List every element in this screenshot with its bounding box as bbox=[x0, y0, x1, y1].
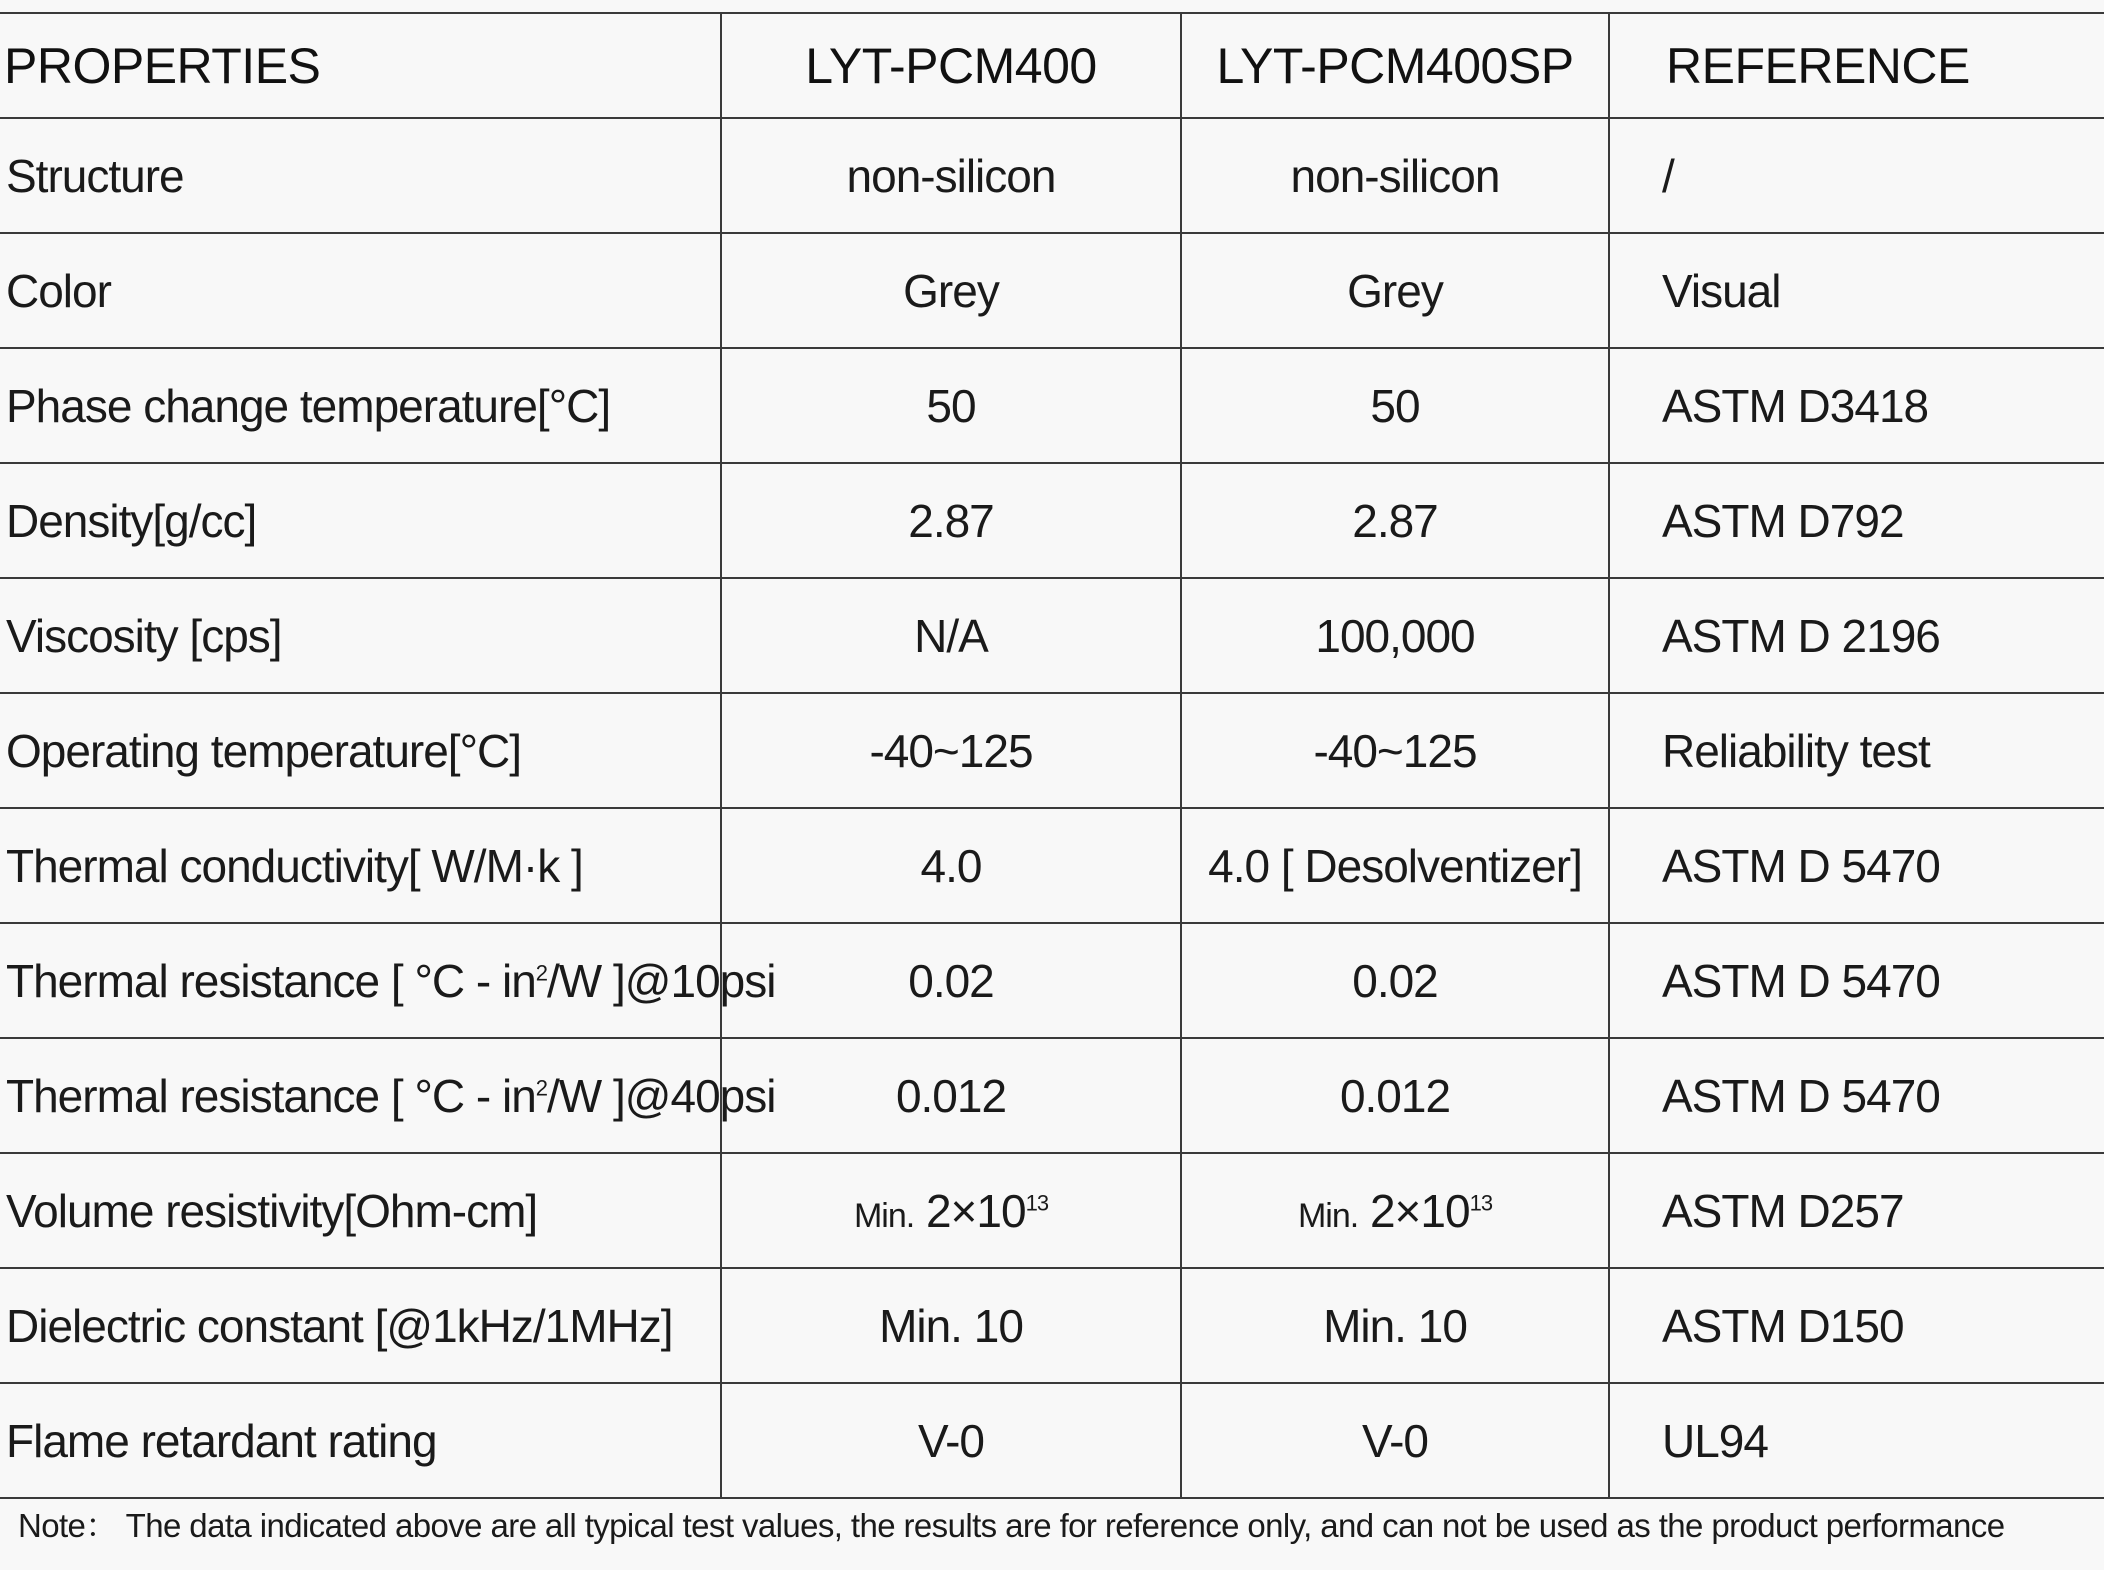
value-product-2: non-silicon bbox=[1181, 118, 1609, 233]
property-name-part: /W ]@40psi bbox=[547, 1069, 776, 1122]
value-product-1: 0.02 bbox=[721, 923, 1181, 1038]
header-properties: PROPERTIES bbox=[0, 13, 721, 118]
property-name: Structure bbox=[0, 118, 721, 233]
properties-table bbox=[0, 12, 2104, 1499]
table-row bbox=[0, 923, 2104, 1038]
property-name: Operating temperature[°C] bbox=[0, 693, 721, 808]
reference-value: ASTM D 2196 bbox=[1609, 578, 2104, 693]
footnote: Note： The data indicated above are all typical test values, the results are for reference only, and can not be used as the product performance bbox=[18, 1507, 2005, 1544]
table-header-row bbox=[0, 13, 2104, 118]
property-name-part: Thermal resistance [ °C - in bbox=[6, 1069, 536, 1122]
header-product-2: LYT-PCM400SP bbox=[1181, 13, 1609, 118]
table-row bbox=[0, 118, 2104, 233]
property-name-part: Thermal resistance [ °C - in bbox=[6, 954, 536, 1007]
reference-value: ASTM D257 bbox=[1609, 1153, 2104, 1268]
value-product-1: non-silicon bbox=[721, 118, 1181, 233]
table-row bbox=[0, 463, 2104, 578]
value-product-2: 100,000 bbox=[1181, 578, 1609, 693]
property-name: Dielectric constant [@1kHz/1MHz] bbox=[0, 1268, 721, 1383]
table-row bbox=[0, 348, 2104, 463]
superscript: 2 bbox=[535, 1075, 548, 1101]
reference-value: / bbox=[1609, 118, 2104, 233]
value-product-1: Min. 10 bbox=[721, 1268, 1181, 1383]
table-row bbox=[0, 578, 2104, 693]
property-name-part: /W ]@10psi bbox=[547, 954, 776, 1007]
header-product-1: LYT-PCM400 bbox=[721, 13, 1181, 118]
property-name: Color bbox=[0, 233, 721, 348]
table-row bbox=[0, 1153, 2104, 1268]
value-base: 2×10 bbox=[1369, 1184, 1470, 1237]
value-product-1: -40~125 bbox=[721, 693, 1181, 808]
value-product-1: 0.012 bbox=[721, 1038, 1181, 1153]
property-name: Thermal conductivity[ W/M·k ] bbox=[0, 808, 721, 923]
value-product-2: Grey bbox=[1181, 233, 1609, 348]
value-product-1: Grey bbox=[721, 233, 1181, 348]
table-row bbox=[0, 693, 2104, 808]
value-product-1: 2.87 bbox=[721, 463, 1181, 578]
table-row bbox=[0, 1268, 2104, 1383]
property-name: Viscosity [cps] bbox=[0, 578, 721, 693]
reference-value: ASTM D 5470 bbox=[1609, 923, 2104, 1038]
property-name: Flame retardant rating bbox=[0, 1383, 721, 1498]
property-name bbox=[0, 1038, 776, 1153]
value-product-2: 50 bbox=[1181, 348, 1609, 463]
table-row bbox=[0, 233, 2104, 348]
reference-value: UL94 bbox=[1609, 1383, 2104, 1498]
property-name: Phase change temperature[°C] bbox=[0, 348, 721, 463]
header-reference: REFERENCE bbox=[1609, 13, 2104, 118]
reference-value: ASTM D3418 bbox=[1609, 348, 2104, 463]
value-product-2: -40~125 bbox=[1181, 693, 1609, 808]
reference-value: ASTM D 5470 bbox=[1609, 808, 2104, 923]
value-product-1: N/A bbox=[721, 578, 1181, 693]
value-product-1 bbox=[721, 1153, 1181, 1268]
value-prefix: Min. bbox=[1297, 1196, 1359, 1235]
reference-value: ASTM D 5470 bbox=[1609, 1038, 2104, 1153]
value-product-2: 4.0 [ Desolventizer] bbox=[1181, 808, 1609, 923]
value-base: 2×10 bbox=[925, 1184, 1026, 1237]
superscript: 2 bbox=[535, 960, 548, 986]
value-product-2 bbox=[1181, 1153, 1609, 1268]
reference-value: Reliability test bbox=[1609, 693, 2104, 808]
reference-value: ASTM D792 bbox=[1609, 463, 2104, 578]
exponent: 13 bbox=[1025, 1190, 1049, 1216]
value-product-2: 0.012 bbox=[1181, 1038, 1609, 1153]
value-product-2: V-0 bbox=[1181, 1383, 1609, 1498]
property-name: Density[g/cc] bbox=[0, 463, 721, 578]
value-product-2: 0.02 bbox=[1181, 923, 1609, 1038]
table-row bbox=[0, 1038, 2104, 1153]
value-prefix: Min. bbox=[853, 1196, 915, 1235]
property-name: Volume resistivity[Ohm-cm] bbox=[0, 1153, 721, 1268]
value-product-1: V-0 bbox=[721, 1383, 1181, 1498]
table-row bbox=[0, 1383, 2104, 1498]
reference-value: Visual bbox=[1609, 233, 2104, 348]
property-name bbox=[0, 923, 776, 1038]
value-product-1: 4.0 bbox=[721, 808, 1181, 923]
table-row bbox=[0, 808, 2104, 923]
value-product-2: 2.87 bbox=[1181, 463, 1609, 578]
reference-value: ASTM D150 bbox=[1609, 1268, 2104, 1383]
value-product-2: Min. 10 bbox=[1181, 1268, 1609, 1383]
value-product-1: 50 bbox=[721, 348, 1181, 463]
exponent: 13 bbox=[1469, 1190, 1493, 1216]
